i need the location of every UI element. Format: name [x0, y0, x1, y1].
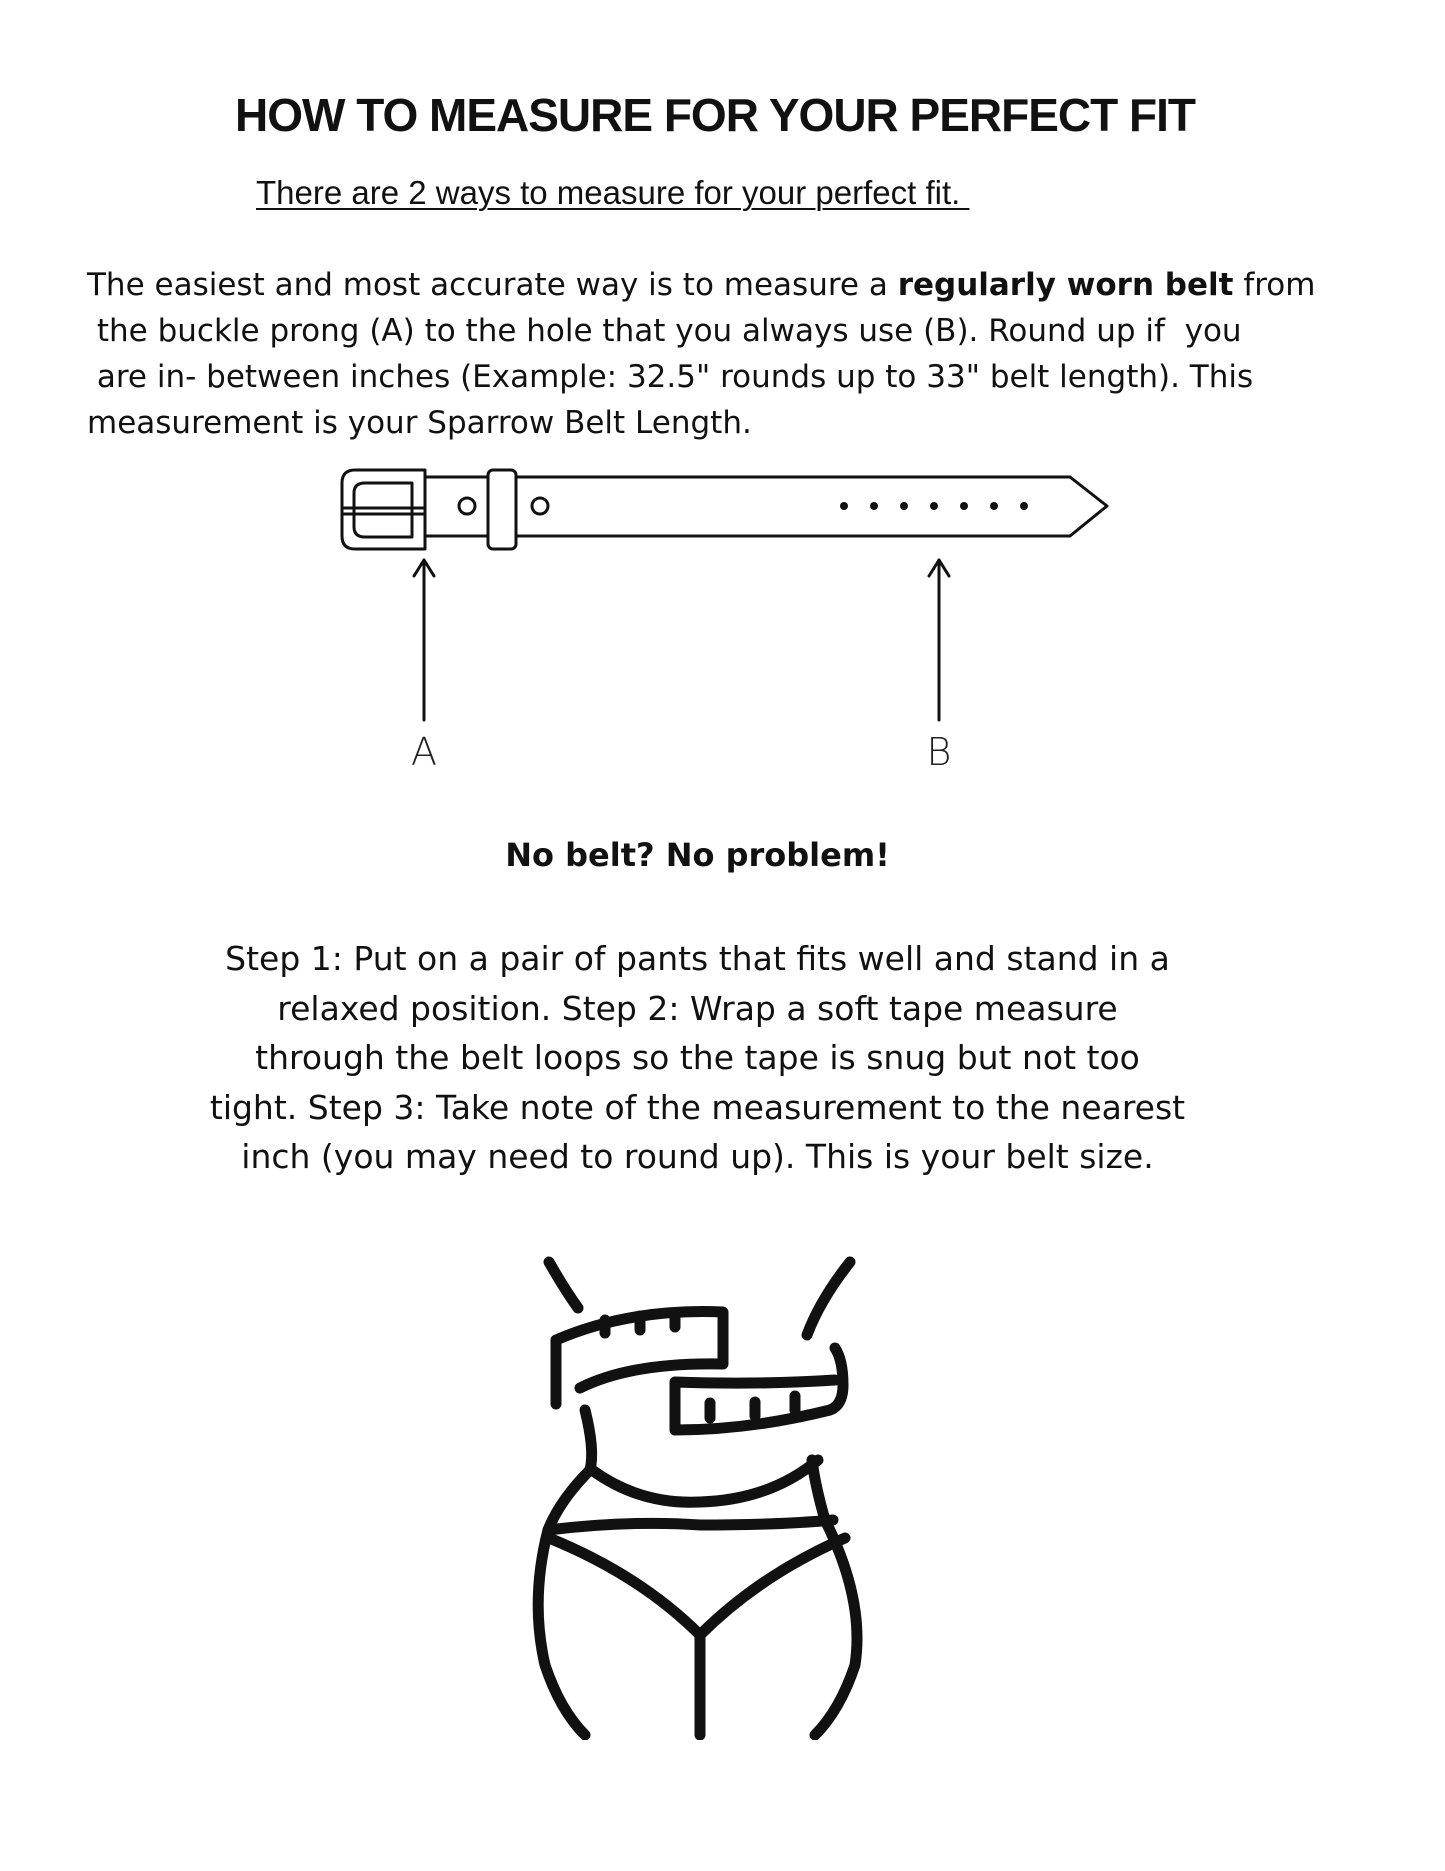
intro-line-2: the buckle prong (A) to the hole that you always use (B). Round up if you	[87, 313, 1242, 349]
steps-line-1: Step 1: Put on a pair of pants that fits well and stand in a	[225, 939, 1170, 978]
intro-paragraph	[87, 262, 1387, 446]
steps-line-2: relaxed position. Step 2: Wrap a soft tape measure	[277, 988, 1118, 1028]
label-b: B	[926, 730, 952, 774]
intro-line-3: are in- between inches (Example: 32.5" rounds up to 33" belt length). This	[87, 359, 1254, 395]
page-title: HOW TO MEASURE FOR YOUR PERFECT FIT	[235, 89, 1195, 141]
steps-line-5: inch (you may need to round up). This is your belt size.	[241, 1137, 1154, 1176]
intro-line-1: The easiest and most accurate way is to measure a regularly worn belt from	[87, 267, 1316, 303]
belt-holes	[840, 502, 1028, 510]
arrow-up-icon	[929, 560, 949, 720]
no-belt-heading: No belt? No problem!	[505, 836, 890, 874]
intro-line-4: measurement is your Sparrow Belt Length.	[87, 405, 752, 441]
subtitle: There are 2 ways to measure for your perfect fit.	[256, 174, 970, 211]
steps-paragraph	[170, 934, 1225, 1182]
steps-line-3: through the belt loops so the tape is snug but not too	[255, 1038, 1140, 1077]
waist-tape-measure-icon	[0, 1220, 1445, 1740]
emphasis-regularly-worn-belt: regularly worn belt	[897, 267, 1234, 303]
label-a: A	[411, 730, 437, 774]
arrow-up-icon	[414, 560, 434, 720]
belt-diagram	[0, 455, 1445, 780]
steps-line-4: tight. Step 3: Take note of the measurement to the nearest	[209, 1087, 1186, 1127]
